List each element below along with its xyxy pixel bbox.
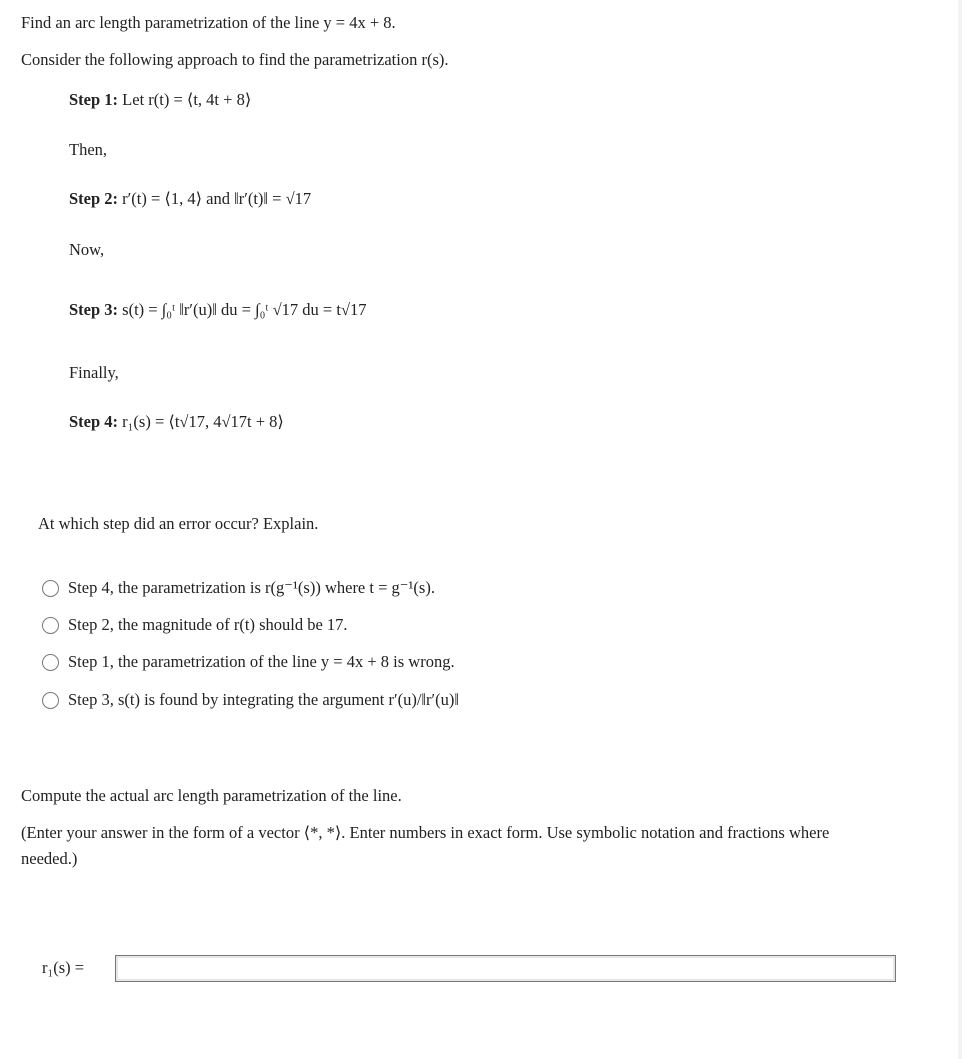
step-2-label: Step 2: <box>69 189 119 208</box>
step-2-text: r′(t) = ⟨1, 4⟩ and ‖r′(t)‖ = √17 <box>122 189 312 208</box>
instructions-line-1: (Enter your answer in the form of a vector ⟨*, *⟩. Enter numbers in exact form. Use symbolic notation and fractions where <box>21 823 830 842</box>
then-text: Then, <box>69 140 108 159</box>
option-3-label[interactable]: Step 1, the parametrization of the line y = 4x + 8 is wrong. <box>68 652 455 671</box>
question-text: At which step did an error occur? Explain. <box>38 514 319 533</box>
finally-text: Finally, <box>69 363 119 382</box>
step-3 <box>69 300 367 320</box>
step-2 <box>69 189 311 209</box>
step-3-label: Step 3: <box>69 300 119 319</box>
option-1-radio[interactable] <box>42 580 59 597</box>
approach-text: Consider the following approach to find the parametrization r(s). <box>21 50 449 69</box>
step-1 <box>69 90 251 110</box>
option-2-radio[interactable] <box>42 617 59 634</box>
problem-prompt: Find an arc length parametrization of the line y = 4x + 8. <box>21 13 396 32</box>
step-1-label: Step 1: <box>69 90 119 109</box>
option-2-label[interactable]: Step 2, the magnitude of r(t) should be 17. <box>68 615 348 634</box>
step-4 <box>69 412 284 432</box>
step-4-text: r₁(s) = ⟨t√17, 4√17t + 8⟩ <box>122 412 284 431</box>
option-1-label[interactable]: Step 4, the parametrization is r(g⁻¹(s)) where t = g⁻¹(s). <box>68 578 435 597</box>
instructions-line-2: needed.) <box>21 849 78 868</box>
answer-label: r₁(s) = <box>42 958 85 977</box>
now-text: Now, <box>69 240 105 259</box>
answer-input[interactable] <box>115 955 896 982</box>
option-4-radio[interactable] <box>42 692 59 709</box>
compute-prompt: Compute the actual arc length parametrization of the line. <box>21 786 402 805</box>
option-4-label[interactable]: Step 3, s(t) is found by integrating the argument r′(u)/‖r′(u)‖ <box>68 690 460 709</box>
option-3-radio[interactable] <box>42 654 59 671</box>
scrollbar-track[interactable] <box>958 0 962 1059</box>
step-3-text: s(t) = ∫₀ᵗ ‖r′(u)‖ du = ∫₀ᵗ √17 du = t√17 <box>122 300 367 319</box>
step-4-label: Step 4: <box>69 412 119 431</box>
step-1-text: Let r(t) = ⟨t, 4t + 8⟩ <box>122 90 252 109</box>
